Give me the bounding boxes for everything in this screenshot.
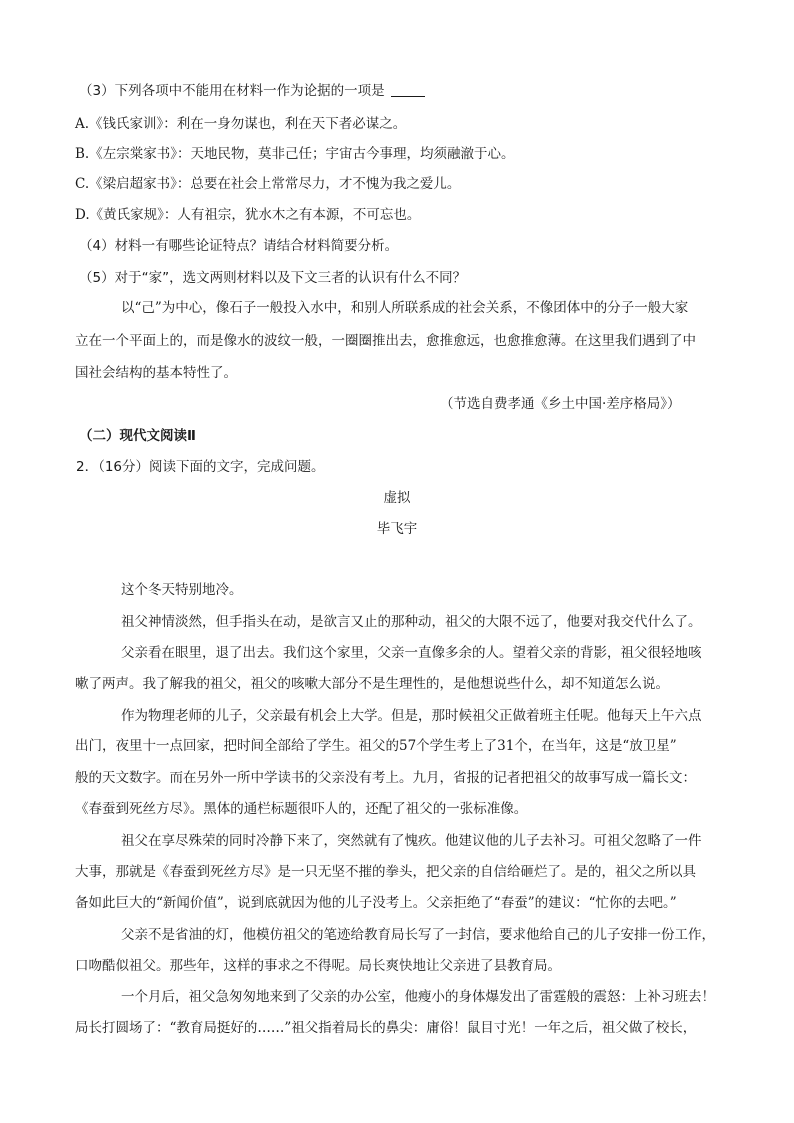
story-line-11: 备如此巨大的“新闻价值”，说到底就因为他的儿子没考上。父亲拒绝了“春蚕”的建议：“忙你的去吧。”: [75, 895, 677, 911]
story-line-14: 一个月后，祖父急匆匆地来到了父亲的办公室，他瘦小的身体爆发出了雷霆般的震怒：上补习班去！: [121, 989, 715, 1005]
question-2: 2．（16分）阅读下面的文字，完成问题。: [76, 459, 325, 475]
q4-text: （4）材料一有哪些论证特点？请结合材料简要分析。: [79, 238, 399, 254]
story-line-12: 父亲不是省油的灯，他模仿祖父的笔迹给教育局长写了一封信，要求他给自己的儿子安排一份工作，: [121, 927, 715, 943]
story-line-2: 祖父神情淡然，但手指头在动，是欲言又止的那种动，祖父的大限不远了，他要对我交代什么了。: [121, 614, 702, 630]
story-line-7: 般的天文数字。而在另外一所中学读书的父亲没有考上。九月，省报的记者把祖父的故事写成一篇长文：: [75, 770, 696, 786]
quote-line-2: 立在一个平面上的，而是像水的波纹一般，一圈圈推出去，愈推愈远，也愈推愈薄。在这里我们遇到了中: [75, 333, 696, 349]
quote-line-1: 以“己”为中心，像石子一般投入水中，和别人所联系成的社会关系，不像团体中的分子一般大家: [121, 300, 689, 316]
q3-option-b: B.《左宗棠家书》：天地民物，莫非己任；宇宙古今事理，均须融澈于心。: [75, 146, 515, 162]
q3-option-c: C.《梁启超家书》：总要在社会上常常尽力，才不愧为我之爱儿。: [75, 176, 461, 192]
story-author: 毕飞宇: [376, 521, 418, 537]
quote-source: （节选自费孝通《乡土中国·差序格局》）: [440, 396, 681, 412]
story-line-5: 作为物理老师的儿子，父亲最有机会上大学。但是，那时候祖父正做着班主任呢。他每天上午六点: [121, 708, 702, 724]
q3-option-d: D.《黄氏家规》：人有祖宗，犹水木之有本源，不可忘也。: [75, 207, 421, 223]
story-title: 虚拟: [383, 490, 411, 506]
story-line-9: 祖父在享尽殊荣的同时冷静下来了，突然就有了愧疚。他建议他的儿子去补习。可祖父忽略了一件: [121, 833, 702, 849]
q5-text: （5）对于“家”，选文两则材料以及下文三者的认识有什么不同？: [79, 270, 467, 286]
q3-stem-text: （3）下列各项中不能用在材料一作为论据的一项是: [79, 83, 385, 99]
section-heading: （二）现代文阅读Ⅱ: [79, 428, 196, 444]
answer-blank[interactable]: [391, 82, 425, 97]
story-line-6: 出门，夜里十一点回家，把时间全部给了学生。祖父的57个学生考上了31个，在当年，这是“放卫星”: [75, 738, 677, 754]
story-line-10: 大事，那就是《春蚕到死丝方尽》是一只无坚不摧的拳头，把父亲的自信给砸烂了。是的，祖父之所以具: [75, 864, 696, 880]
quote-line-3: 国社会结构的基本特性了。: [75, 365, 237, 381]
story-line-1: 这个冬天特别地冷。: [121, 582, 243, 598]
story-line-15: 局长打圆场了：“教育局挺好的……”祖父指着局长的鼻尖：庸俗！鼠目寸光！一年之后，祖父做了校长，: [75, 1020, 697, 1036]
story-line-13: 口吻酷似祖父。那些年，这样的事求之不得呢。局长爽快地让父亲进了县教育局。: [75, 958, 561, 974]
story-line-8: 《春蚕到死丝方尽》。黑体的通栏标题很吓人的，还配了祖父的一张标准像。: [75, 801, 528, 817]
q3-option-a: A.《钱氏家训》：利在一身勿谋也，利在天下者必谋之。: [75, 116, 407, 132]
story-line-3: 父亲看在眼里，退了出去。我们这个家里，父亲一直像多余的人。望着父亲的背影，祖父很轻地咳: [121, 645, 702, 661]
story-line-4: 嗽了两声。我了解我的祖父，祖父的咳嗽大部分不是生理性的，是他想说些什么，却不知道怎么说。: [75, 676, 669, 692]
q3-stem: [79, 81, 425, 101]
